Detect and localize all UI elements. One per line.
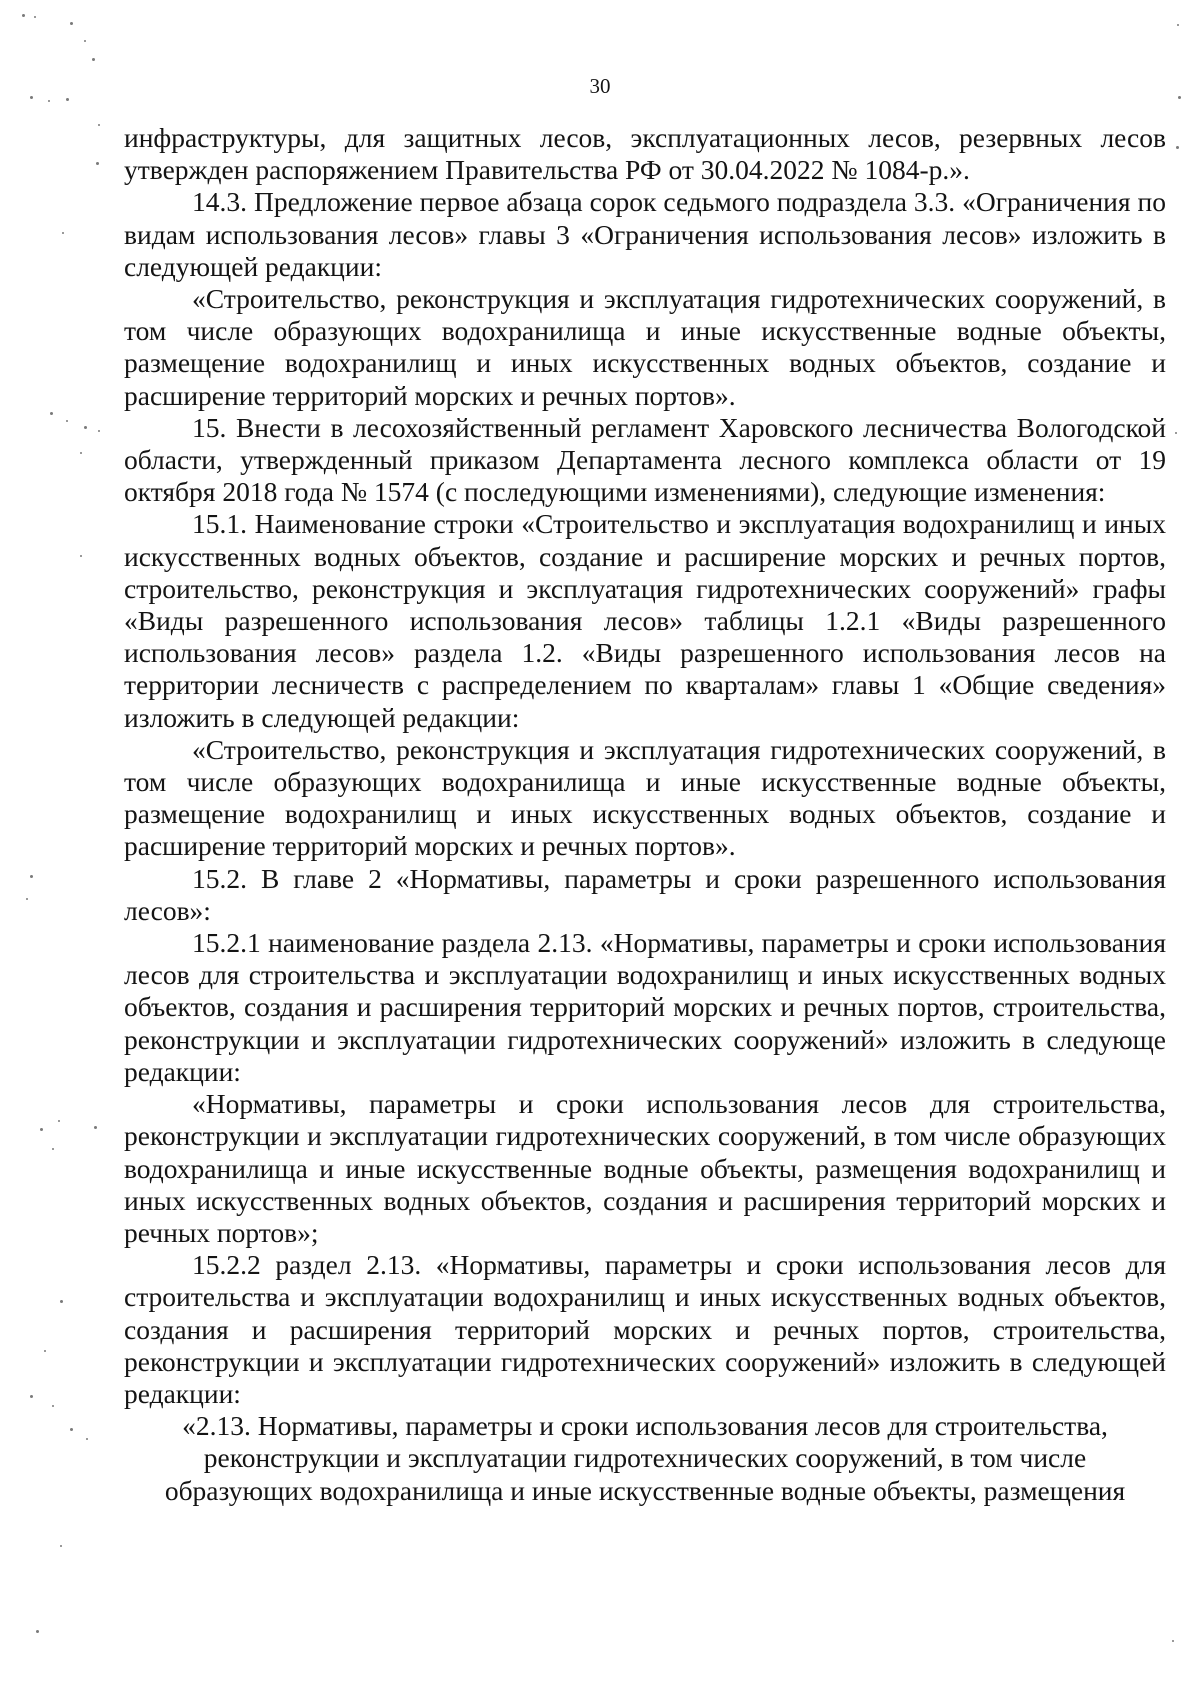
paragraph-15-2-1: 15.2.1 наименование раздела 2.13. «Нормативы, параметры и сроки использования лесов для строительства и эксплуатации водохранилищ и иных искусственных водных объектов, создания и расширения территорий морских и речных портов, строительства, реконструкции и эксплуатации гидротехнических сооружений» изложить в следующе редакции: xyxy=(124,927,1166,1087)
paragraph-15-2-2: 15.2.2 раздел 2.13. «Нормативы, параметры и сроки использования лесов для строительства и эксплуатации водохранилищ и иных искусственных водных объектов, создания и расширения территорий морских и речных портов, строительства, реконструкции и эксплуатации гидротехнических сооружений» изложить в следующей редакции: xyxy=(124,1249,1166,1409)
paragraph-quote-1: «Строительство, реконструкция и эксплуатация гидротехнических сооружений, в том числе образующих водохранилища и иные искусственные водные объекты, размещение водохранилищ и иных искусственных водных объектов, создание и расширение территорий морских и речных портов». xyxy=(124,283,1166,411)
document-body xyxy=(124,122,1166,1507)
paragraph-15-1: 15.1. Наименование строки «Строительство и эксплуатация водохранилищ и иных искусственных водных объектов, создание и расширение морских и речных портов, строительство, реконструкция и эксплуатация гидротехнических сооружений» графы «Виды разрешенного использования лесов» таблицы 1.2.1 «Виды разрешенного использования лесов» раздела 1.2. «Виды разрешенного использования лесов на территории лесничеств с распределением по кварталам» главы 1 «Общие сведения» изложить в следующей редакции: xyxy=(124,508,1166,733)
paragraph-quote-2: «Строительство, реконструкция и эксплуатация гидротехнических сооружений, в том числе образующих водохранилища и иные искусственные водные объекты, размещение водохранилищ и иных искусственных водных объектов, создание и расширение территорий морских и речных портов». xyxy=(124,733,1166,862)
section-heading-line-1: «2.13. Нормативы, параметры и сроки использования лесов для строительства, xyxy=(182,1410,1108,1442)
paragraph-15: 15. Внести в лесохозяйственный регламент Харовского лесничества Вологодской области, утвержденный приказом Департамента лесного комплекса области от 19 октября 2018 года № 1574 (с последующими изменениями), следующие изменения: xyxy=(124,411,1166,508)
paragraph-quote-3: «Нормативы, параметры и сроки использования лесов для строительства, реконструкции и эксплуатации гидротехнических сооружений, в том числе образующих водохранилища и иные искусственные водные объекты, размещения водохранилищ и иных искусственных водных объектов, создания и расширения территорий морских и речных портов»; xyxy=(124,1088,1166,1248)
paragraph-15-2: 15.2. В главе 2 «Нормативы, параметры и сроки разрешенного использования лесов»: xyxy=(124,862,1166,926)
paragraph-14-3: 14.3. Предложение первое абзаца сорок седьмого подраздела 3.3. «Ограничения по видам использования лесов» главы 3 «Ограничения использования лесов» изложить в следующей редакции: xyxy=(124,186,1166,282)
paragraph-continuation: инфраструктуры, для защитных лесов, эксплуатационных лесов, резервных лесов утвержден распоряжением Правительства РФ от 30.04.2022 № 1084-р.». xyxy=(124,122,1166,186)
section-heading-line-3: образующих водохранилища и иные искусственные водные объекты, размещения xyxy=(164,1474,1126,1506)
page-number: 30 xyxy=(589,74,611,98)
section-heading-line-2: реконструкции и эксплуатации гидротехнических сооружений, в том числе xyxy=(203,1442,1087,1474)
